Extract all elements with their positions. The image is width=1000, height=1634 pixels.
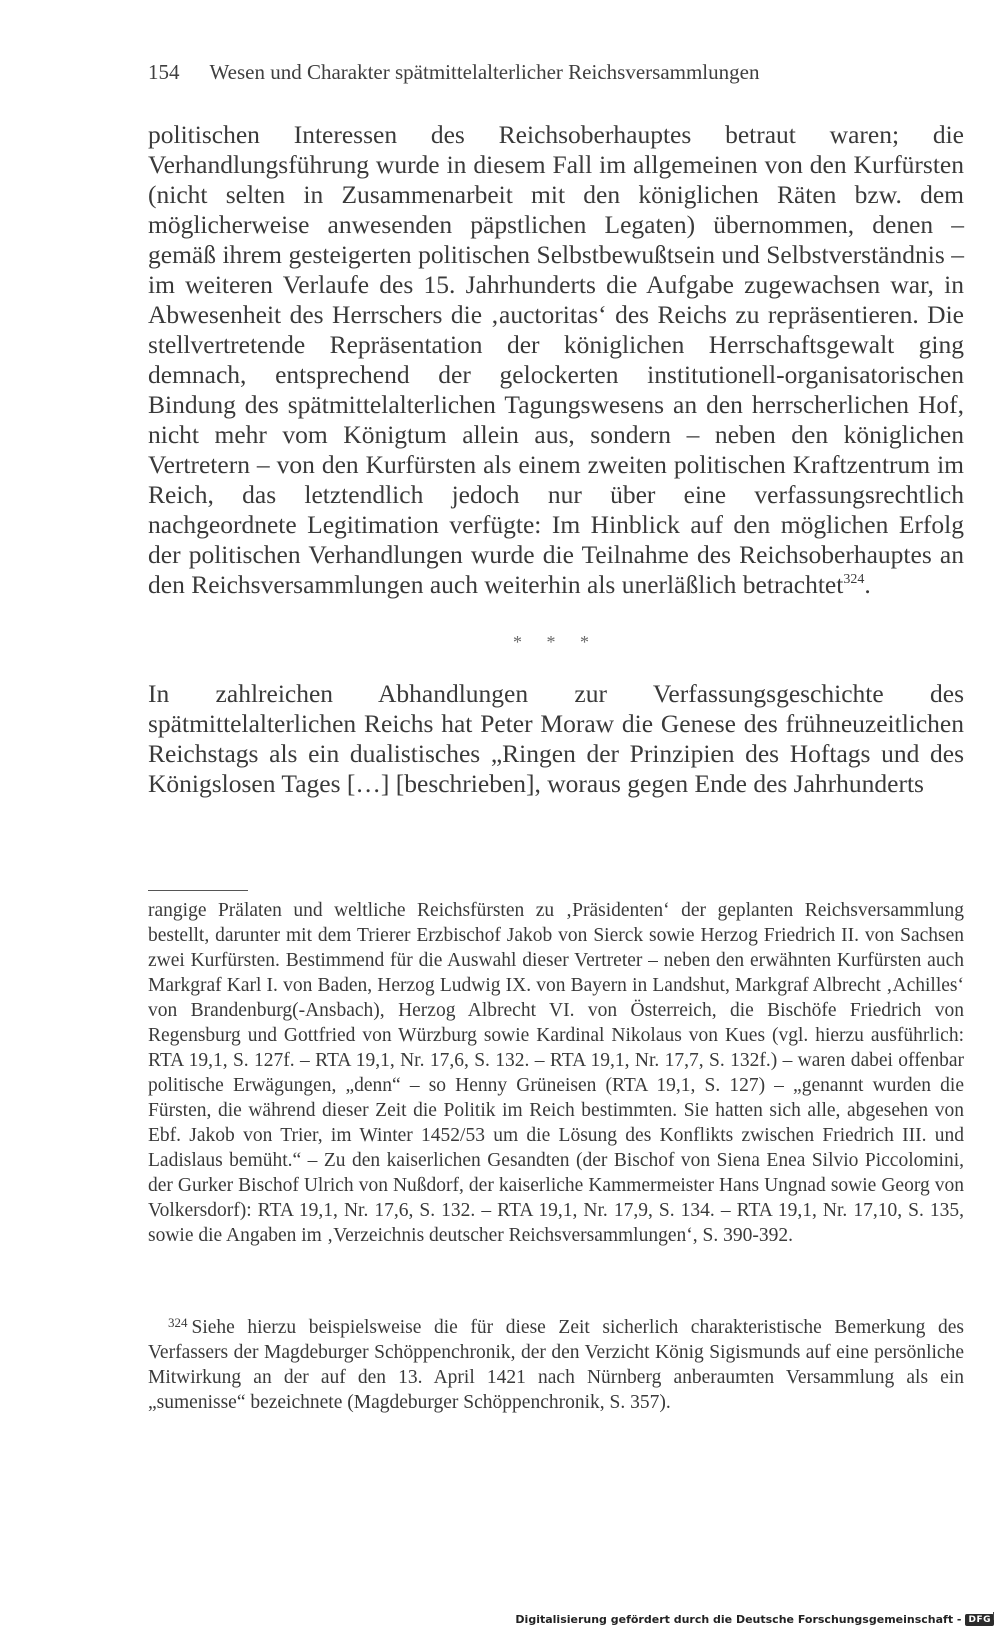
body-paragraph-1 (148, 120, 964, 600)
dfg-logo-icon: DFG (965, 1614, 994, 1626)
paragraph-1-end: . (864, 570, 871, 599)
digitization-credit-text: Digitalisierung gefördert durch die Deutsche Forschungsgemeinschaft - (515, 1613, 962, 1626)
page-edge-mark (993, 1612, 994, 1620)
page-number: 154 (148, 60, 180, 84)
footnote-continuation: rangige Prälaten und weltliche Reichsfürsten zu ‚Präsidenten‘ der geplanten Reichsversammlung bestellt, darunter mit dem Trierer Erzbischof Jakob von Sierck sowie Herzog Friedrich II. von Sachsen zwei Kurfürsten. Bestimmend für die Auswahl dieser Vertreter – neben den erwähnten Kurfürsten auch Markgraf Karl I. von Baden, Herzog Ludwig IX. von Bayern in Landshut, Markgraf Albrecht ‚Achilles‘ von Brandenburg(-Ansbach), Herzog Albrecht VI. von Österreich, die Bischöfe Friedrich von Regensburg und Gottfried von Würzburg sowie Kardinal Nikolaus von Kues (vgl. hierzu ausführlich: RTA 19,1, S. 127f. – RTA 19,1, Nr. 17,6, S. 132. – RTA 19,1, Nr. 17,7, S. 132f.) – waren dabei offenbar politische Erwägungen, „denn“ – so Henny Grüneisen (RTA 19,1, S. 127) – „genannt wurden die Fürsten, die während dieser Zeit die Politik im Reich bestimmten. Sie hatten sich alle, abgesehen von Ebf. Jakob von Trier, im Winter 1452/53 um die Lösung des Konflikts zwischen Friedrich III. und Ladislaus bemüht.“ – Zu den kaiserlichen Gesandten (der Bischof von Siena Enea Silvio Piccolomini, der Gurker Bischof Ulrich von Nußdorf, der kaiserliche Kammermeister Hans Ungnad sowie Georg von Volkersdorf): RTA 19,1, Nr. 17,6, S. 132. – RTA 19,1, Nr. 17,9, S. 134. – RTA 19,1, Nr. 17,10, S. 135, sowie die Angaben im ‚Verzeichnis deutscher Reichsversammlungen‘, S. 390-392. (148, 900, 964, 1246)
footnote-324 (148, 1315, 964, 1415)
footnote-324-marker: 324 (168, 1315, 188, 1330)
paragraph-1-text: politischen Interessen des Reichsoberhauptes betraut waren; die Verhandlungsführung wurde in diesem Fall im allgemeinen von den Kurfürsten (nicht selten in Zusammenarbeit mit den königlichen Räten bzw. dem möglicherweise anwesenden päpstlichen Legaten) übernommen, denen – gemäß ihrem gesteigerten politischen Selbstbewußtsein und Selbstverständnis – im weiteren Verlaufe des 15. Jahrhunderts die Aufgabe zugewachsen war, in Abwesenheit des Herrschers die ‚auctoritas‘ des Reichs zu repräsentieren. Die stellvertretende Repräsentation der königlichen Herrschaftsgewalt ging demnach, entsprechend der gelockerten institutionell-organisatorischen Bindung des spätmittelalterlichen Tagungswesens an den herrscherlichen Hof, nicht mehr vom Königtum allein aus, sondern – neben den königlichen Vertretern – von den Kurfürsten als einem zweiten politischen Kraftzentrum im Reich, das letztendlich jedoch nur über eine verfassungsrechtlich nachgeordnete Legitimation verfügte: Im Hinblick auf den möglichen Erfolg der politischen Verhandlungen wurde die Teilnahme des Reichsoberhauptes an den Reichsversammlungen auch weiterhin als unerläßlich betrachtet (148, 120, 964, 599)
section-break: * * * (513, 632, 599, 652)
running-head (148, 60, 964, 85)
footnote-separator (148, 890, 248, 891)
body-paragraph-2: In zahlreichen Abhandlungen zur Verfassungsgeschichte des spätmittelalterlichen Reichs hat Peter Moraw die Genese des frühneuzeitlichen Reichstags als ein dualistisches „Ringen der Prinzipien des Hoftags und des Königslosen Tages […] [beschrieben], woraus gegen Ende des Jahrhunderts (148, 679, 964, 798)
footnote-reference-324: 324 (843, 572, 865, 587)
footnote-324-text: Siehe hierzu beispielsweise die für diese Zeit sicherlich charakteristische Bemerkung des Verfassers der Magdeburger Schöppenchronik, der den Verzicht König Sigismunds auf eine persönliche Mitwirkung an der auf den 13. April 1421 nach Nürnberg anberaumten Versammlung als ein „sumenisse“ bezeichnete (Magdeburger Schöppenchronik, S. 357). (148, 1317, 964, 1413)
digitization-credit (515, 1613, 994, 1626)
running-head-title: Wesen und Charakter spätmittelalterlicher Reichsversammlungen (209, 60, 760, 84)
